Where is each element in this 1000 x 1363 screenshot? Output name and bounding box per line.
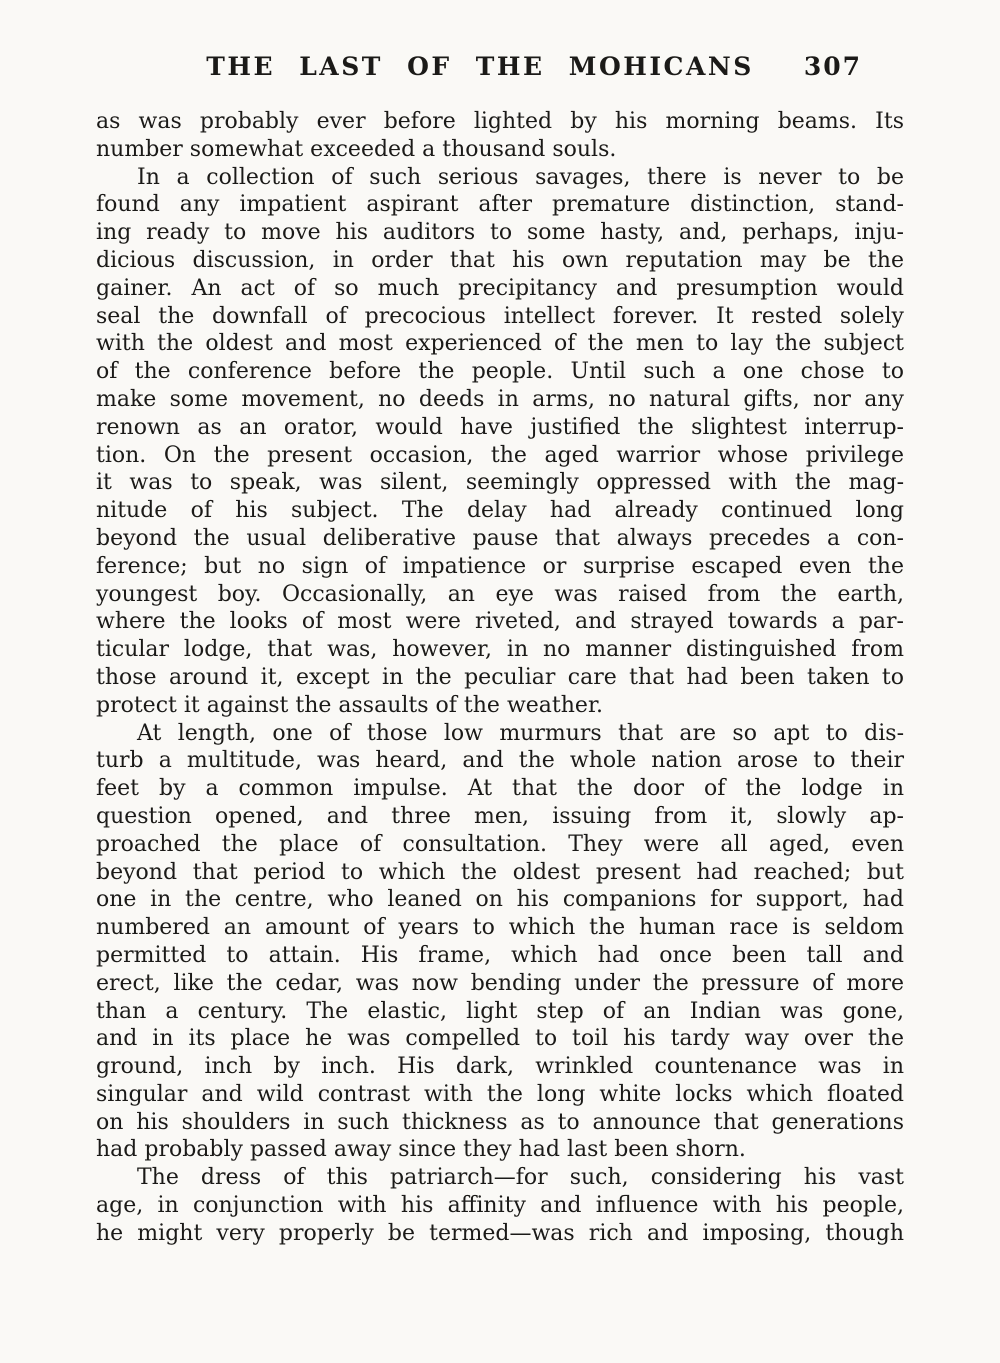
text-line: age, in conjunction with his affinity and influence with his people, <box>96 1193 904 1219</box>
text-line: on his shoulders in such thickness as to announce that generations <box>96 1109 904 1135</box>
running-header <box>96 52 904 86</box>
text-line: where the looks of most were riveted, and strayed towards a par- <box>96 609 904 635</box>
text-line: permitted to attain. His frame, which had once been tall and <box>96 942 904 968</box>
page-title: THE LAST OF THE MOHICANS <box>206 52 754 81</box>
text-line: of the conference before the people. Until such a one chose to <box>96 359 904 385</box>
page-body <box>96 108 904 1248</box>
text-line: At length, one of those low murmurs that are so apt to dis- <box>137 720 904 746</box>
text-line: seal the downfall of precocious intellect forever. It rested solely <box>96 303 904 329</box>
text-line: protect it against the assaults of the weather. <box>96 692 604 718</box>
text-line: singular and wild contrast with the long white locks which floated <box>96 1081 904 1107</box>
text-line: proached the place of consultation. They were all aged, even <box>96 831 904 857</box>
text-line: The dress of this patriarch—for such, considering his vast <box>137 1165 904 1191</box>
text-line: ground, inch by inch. His dark, wrinkled countenance was in <box>96 1054 904 1080</box>
text-line: with the oldest and most experienced of the men to lay the subject <box>96 331 904 357</box>
text-line: feet by a common impulse. At that the door of the lodge in <box>96 776 904 802</box>
text-line: renown as an orator, would have justified the slightest interrup- <box>96 414 904 440</box>
paragraph <box>96 108 904 164</box>
text-line: ticular lodge, that was, however, in no manner distinguished from <box>96 637 904 663</box>
text-line: erect, like the cedar, was now bending under the pressure of more <box>96 970 904 996</box>
text-line: one in the centre, who leaned on his companions for support, had <box>96 887 904 913</box>
text-line: beyond the usual deliberative pause that always precedes a con- <box>96 525 904 551</box>
text-line: it was to speak, was silent, seemingly oppressed with the mag- <box>96 470 904 496</box>
text-line: ing ready to move his auditors to some hasty, and, perhaps, inju- <box>96 220 904 246</box>
text-line: those around it, except in the peculiar care that had been taken to <box>96 664 904 690</box>
text-line: and in its place he was compelled to toil his tardy way over the <box>96 1026 904 1052</box>
text-line: gainer. An act of so much precipitancy and presumption would <box>96 275 904 301</box>
text-line: number somewhat exceeded a thousand souls. <box>96 136 617 162</box>
text-line: In a collection of such serious savages, there is never to be <box>137 164 904 190</box>
paragraph <box>96 164 904 720</box>
paragraph <box>96 1164 904 1247</box>
text-line: nitude of his subject. The delay had already continued long <box>96 498 904 524</box>
page-number: 307 <box>803 52 862 81</box>
text-line: beyond that period to which the oldest present had reached; but <box>96 859 904 885</box>
text-line: ference; but no sign of impatience or surprise escaped even the <box>96 553 904 579</box>
text-line: dicious discussion, in order that his own reputation may be the <box>96 247 904 273</box>
text-line: he might very properly be termed—was rich and imposing, though <box>96 1220 904 1246</box>
text-line: youngest boy. Occasionally, an eye was raised from the earth, <box>96 581 904 607</box>
text-line: found any impatient aspirant after premature distinction, stand- <box>96 192 904 218</box>
text-line: make some movement, no deeds in arms, no natural gifts, nor any <box>96 386 904 412</box>
text-line: question opened, and three men, issuing from it, slowly ap- <box>96 803 904 829</box>
text-line: tion. On the present occasion, the aged warrior whose privilege <box>96 442 904 468</box>
text-line: turb a multitude, was heard, and the whole nation arose to their <box>96 748 904 774</box>
paragraph <box>96 720 904 1165</box>
text-line: numbered an amount of years to which the human race is seldom <box>96 915 904 941</box>
text-line: as was probably ever before lighted by his morning beams. Its <box>96 109 904 134</box>
text-line: than a century. The elastic, light step of an Indian was gone, <box>96 998 904 1024</box>
text-line: had probably passed away since they had last been shorn. <box>96 1137 746 1163</box>
